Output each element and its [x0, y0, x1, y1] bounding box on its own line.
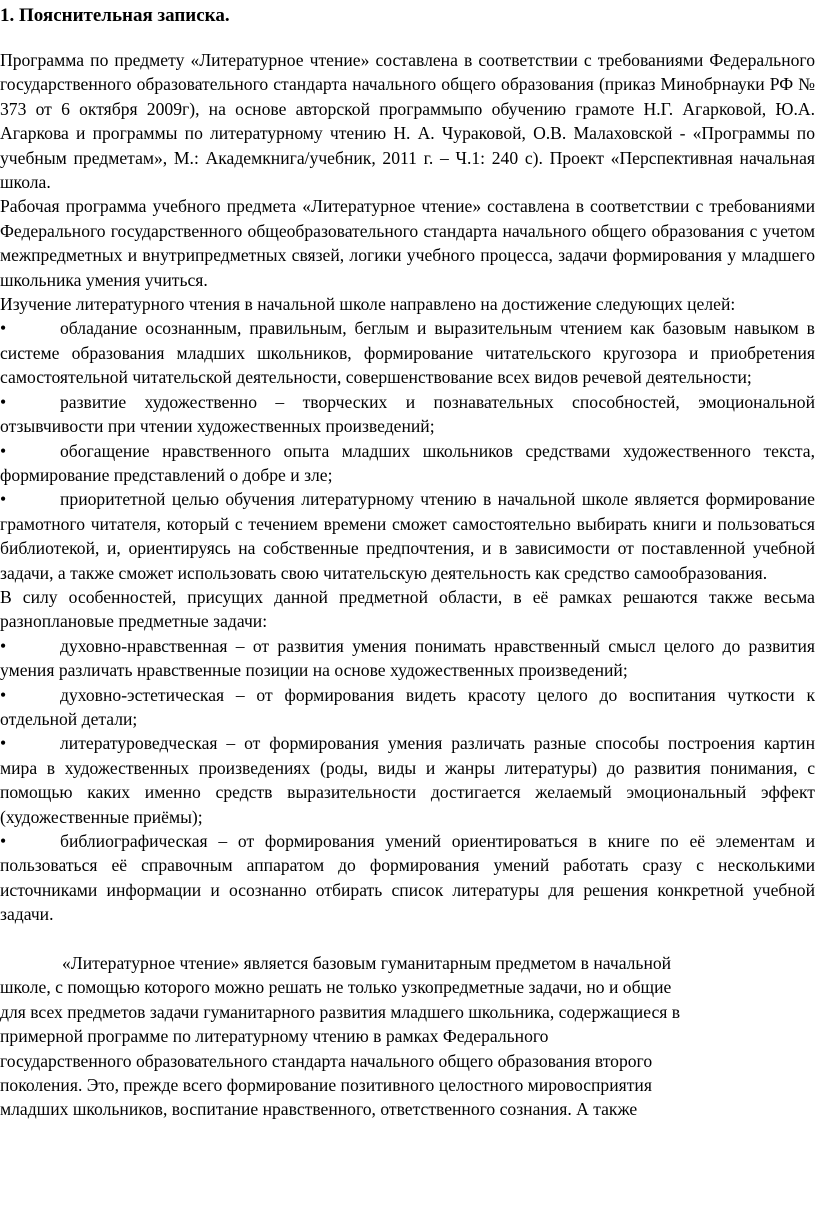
task-text: духовно-нравственная – от развития умения понимать нравственный смысл целого до развития умения различать нравственные позиции на основе художественных произведений; [0, 635, 815, 681]
bullet-icon: • [0, 733, 7, 754]
bullet-icon: • [0, 684, 7, 705]
bullet-icon: • [0, 391, 7, 412]
goal-text: обладание осознанным, правильным, беглым и выразительным чтением как базовым навыком в системе образования младших школьников, формирование читательского кругозора и приобретения самостоятельной читательской деятельности, совершенствование всех видов речевой деятельности; [0, 318, 815, 388]
task-item [0, 829, 815, 927]
task-text: литературоведческая – от формирования умения различать разные способы построения картин мира в художественных произведениях (роды, виды и жанры литературы) до развития понимания, с помощью каких именно средств выразительности достигается желаемый эмоциональный эффект (художественные приёмы); [0, 733, 815, 827]
goal-item [0, 316, 815, 389]
intro-paragraph: Программа по предмету «Литературное чтение» составлена в соответствии с требованиями Федерального государственного образовательного стандарта начального общего образования (приказ Минобрнауки РФ № 373 от 6 октября 2009г), на основе авторской программыпо обучению грамоте Н.Г. Агарковой, Ю.А. Агаркова и программы по литературному чтению Н. А. Чураковой, О.В. Малаховской - «Программы по учебным предметам», М.: Академкнига/учебник, 2011 г. – Ч.1: 240 с). Проект «Перспективная начальная школа. [0, 50, 815, 193]
closing-line: государственного образовательного стандарта начального общего образования второго [0, 1050, 653, 1071]
closing-line: школе, с помощью которого можно решать не только узкопредметные задачи, но и общие [0, 977, 672, 998]
goal-item [0, 487, 815, 585]
goal-text: развитие художественно – творческих и познавательных способностей, эмоциональной отзывчивости при чтении художественных произведений; [0, 391, 815, 437]
task-item [0, 683, 815, 732]
tasks-intro-paragraph: В силу особенностей, присущих данной предметной области, в её рамках решаются также весьма разноплановые предметные задачи: [0, 586, 815, 632]
task-item [0, 634, 815, 683]
paragraph-gap [0, 927, 815, 951]
closing-line: для всех предметов задачи гуманитарного развития младшего школьника, содержащиеся в [0, 1001, 681, 1022]
goal-item [0, 439, 815, 488]
goal-item [0, 390, 815, 439]
task-item [0, 731, 815, 829]
goal-text: обогащение нравственного опыта младших школьников средствами художественного текста, формирование представлений о добре и зле; [0, 440, 815, 485]
bullet-icon: • [0, 489, 7, 510]
goal-text: приоритетной целью обучения литературному чтению в начальной школе является формирование грамотного читателя, который с течением времени сможет самостоятельно выбирать книги и пользоваться библиотекой, и, ориентируясь на собственные предпочтения, и в зависимости от поставленной учебной задачи, а также сможет использовать свою читательскую деятельность как средство самообразования. [0, 489, 815, 583]
closing-line: младших школьников, воспитание нравственного, ответственного сознания. А также [0, 1099, 638, 1120]
closing-line: примерной программе по литературному чтению в рамках Федерального [0, 1026, 549, 1047]
closing-paragraph [0, 951, 815, 1122]
section-heading: 1. Пояснительная записка. [0, 5, 230, 26]
task-text: библиографическая – от формирования умений ориентироваться в книге по её элементам и пользоваться её справочным аппаратом до формирования умений работать сразу с несколькими источниками информации и осознанно отбирать список литературы для решения конкретной учебной задачи. [0, 831, 815, 925]
task-text: духовно-эстетическая – от формирования видеть красоту целого до воспитания чуткости к отдельной детали; [0, 684, 815, 729]
document-body [0, 48, 815, 1122]
closing-line: «Литературное чтение» является базовым гуманитарным предметом в начальной [62, 953, 672, 974]
bullet-icon: • [0, 318, 7, 339]
bullet-icon: • [0, 440, 7, 461]
closing-line: поколения. Это, прежде всего формирование позитивного целостного мировосприятия [0, 1075, 652, 1096]
bullet-icon: • [0, 635, 7, 656]
goals-intro-paragraph: Изучение литературного чтения в начальной школе направлено на достижение следующих целей: [0, 294, 736, 315]
bullet-icon: • [0, 831, 7, 851]
work-program-paragraph: Рабочая программа учебного предмета «Литературное чтение» составлена в соответствии с требованиями Федерального государственного общеобразовательного стандарта начального общего образования с учетом межпредметных и внутрипредметных связей, логики учебного процесса, задачи формирования у младшего школьника умения учиться. [0, 196, 815, 290]
